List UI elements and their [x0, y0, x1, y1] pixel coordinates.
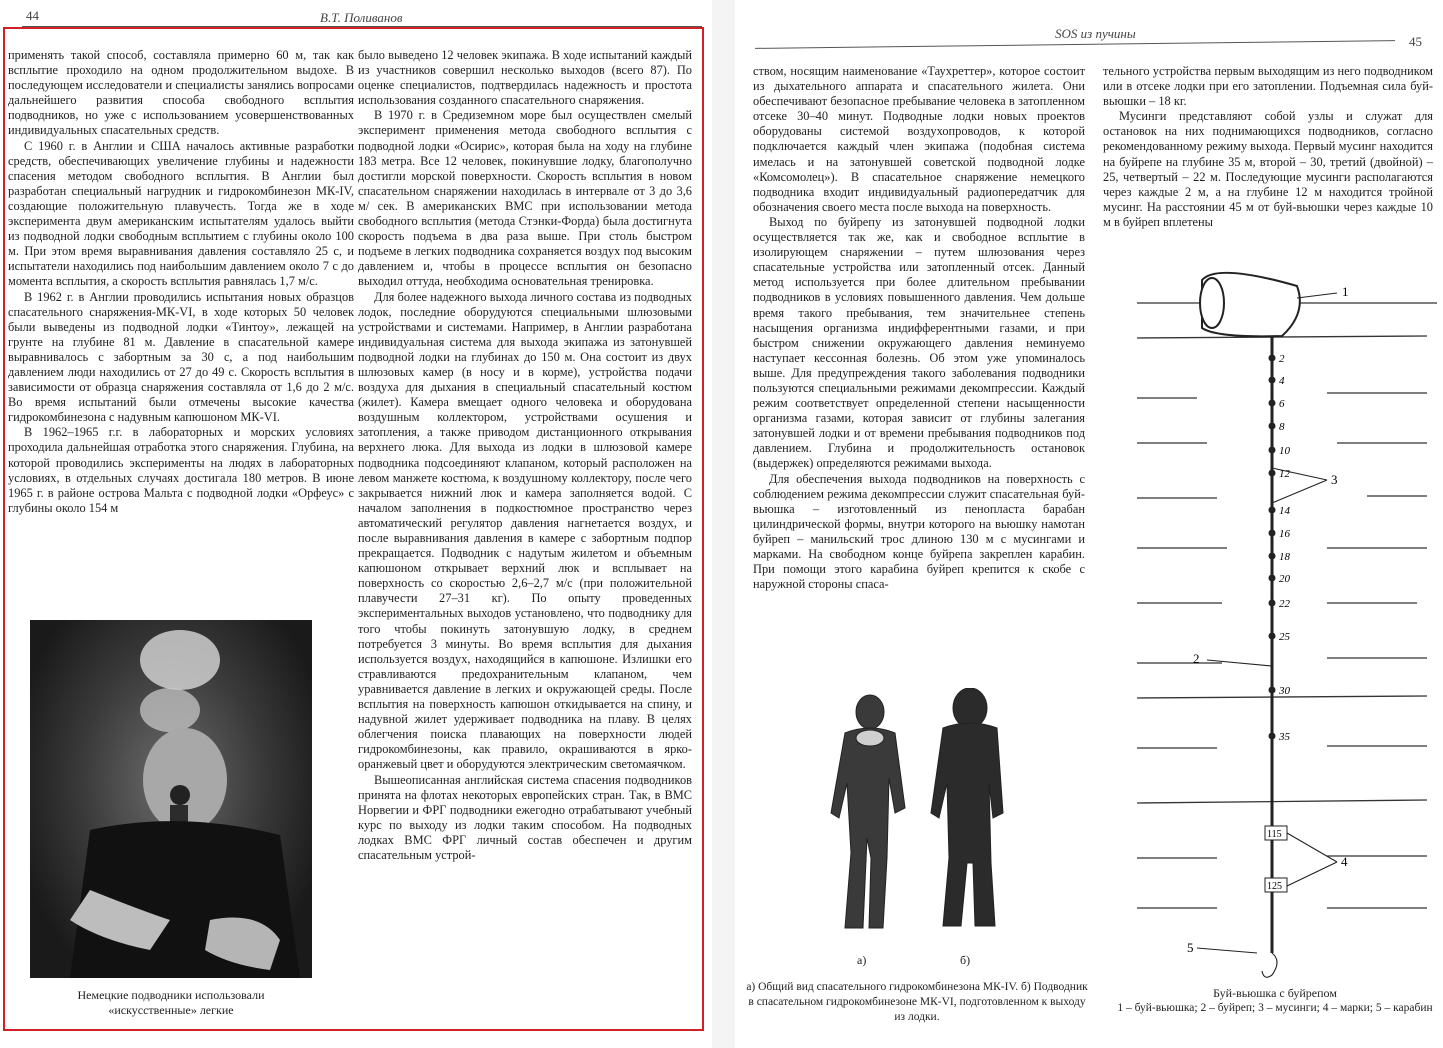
- musing-knot: [1269, 600, 1276, 607]
- depth-label: 12: [1279, 468, 1290, 480]
- depth-label: 30: [1279, 685, 1290, 697]
- paragraph: В 1970 г. в Средиземном море был осуществлен смелый эксперимент применения метода свободного всплытия с подводной лодки «Осирис», которая была на ходу на глубине 183 метра. Все 12 человек, покинувшие лодку, благополучно достигли морской поверхности. Скорость всплытия в новом спасательном снаряжении находилась в интервале от 3 до 3,6 м/ сек. В американских ВМС при использовании метода свободного всплытия (метода Стэнки-Форда) была достигнута скорость подъема в два раза выше. При столь быстром подъеме в легких подводника сохраняется воздух под высоким давлением и, чтобы в процессе всплытия он безопасно выходил оттуда, необходима основательная тренировка.: [358, 108, 692, 289]
- depth-label: 25: [1279, 631, 1290, 643]
- paragraph: Вышеописанная английская система спасения подводников принята на флотах некоторых европейских стран. Так, в ВМС Норвегии и ФРГ подводники ежегодно отрабатывают учебный курс по выходу из лодки таким способом. На подводных лодках ВМС ФРГ личный состав обеспечен и другим спасательным устрой-: [358, 772, 692, 862]
- musing-knot: [1269, 530, 1276, 537]
- paragraph: Для обеспечения выхода подводников на поверхность с соблюдением режима декомпрессии служит спасательная буй-вьюшка – изготовленный из пенопласта барабан цилиндрической формы, внутри которого на вьюшку намотан буйреп – манильский трос длиною 130 м с мусингами и марками. На свободном конце буйрепа закреплен карабин. При помощи этого карабина буйреп крепится к скобе с наружной стороны спаса-: [753, 471, 1085, 592]
- paragraph: В 1962 г. в Англии проводились испытания новых образцов спасательного снаряжения-МК-VI, в ходе которых 50 человек были выведены из подводной лодки «Тинтоу», лежащей на грунте на глубине 81 м. Давление в спасательной камере выравнивалось с забортным за 30 с, а под наибольшим давлением люди находились от 27 до 49 с. Скорость всплытия в зависимости от образца снаряжения составляла от 1,6 до 2 м/с. Во время испытаний были отмечены высокие качества гидрокомбинезона с надувным капюшоном МК-VI.: [8, 289, 354, 425]
- depth-label: 35: [1279, 731, 1290, 743]
- header-rule-left: [22, 26, 702, 27]
- callout-2: 2: [1193, 651, 1200, 666]
- callout-1: 1: [1342, 284, 1349, 299]
- page-number-right: 45: [1409, 34, 1422, 49]
- suit-mk-vi: [931, 688, 1003, 926]
- depth-label: 4: [1279, 375, 1285, 387]
- tag-mark: 125: [1267, 881, 1282, 892]
- suits-caption: а) Общий вид спасательного гидрокомбинезона МК-IV. б) Подводник в спасательном гидрокомбинезоне МК-VI, подготовленном к выходу из лодки.: [746, 981, 1088, 1023]
- musing-knot: [1269, 633, 1276, 640]
- paragraph: применять такой способ, составляла примерно 60 м, так как всплытие проходило на одном продолжительном выдохе. В последующем исследователи и специалисты занялись вопросами дальнейшего развития способа свободного всплытия подводников, но уже с использованием усовершенствованных индивидуальных спасательных средств.: [8, 48, 354, 138]
- depth-label: 8: [1279, 421, 1285, 433]
- paragraph: Выход по буйрепу из затонувшей подводной лодки осуществляется так же, как и свободное всплытие в изолирующем снаряжении – путем шлюзования через спасательные устройства или затопленный отсек. Данный метод используется при более длительном пребывании подводников в условиях повышенного давления. Чем дольше время такого пребывания, тем значительнее степень насыщения организма индифферентными газами, и при быстром снижении окружающего давления неминуемо наступает кессонная болезнь. Об этом уже упоминалось выше. Для предупреждения такого заболевания подводники пользуются специальными режимами декомпрессии. Каждый режим соответствует определенной степени насыщенности организма газами, которая зависит от глубины залегания затонувшей лодки и от времени пребывания подводников под давлением. Глубина и продолжительность остановок (выдержек) определяются режимами выхода.: [753, 214, 1085, 471]
- callout-5: 5: [1187, 940, 1194, 955]
- suit-label-b: б): [960, 953, 971, 967]
- depth-label: 20: [1279, 573, 1290, 585]
- leader-lines: [1197, 293, 1337, 977]
- tag-marks: [1265, 826, 1287, 892]
- callout-3: 3: [1331, 472, 1338, 487]
- musing-knot: [1269, 470, 1276, 477]
- paragraph: Мусинги представляют собой узлы и служат для остановок на них поднимающихся подводников, согласно рекомендованному режиму выхода. Первый мусинг находится на буйрепе на глубине 35 м, второй – 30, третий (двойной) – 25, четвертый – 22 м. Последующие мусинги располагаются через каждые 2 м, а на глубине 12 м находится тройной мусинг. На расстоянии 45 м от буй-вьюшки через каждые 10 м в буйреп вплетены: [1103, 109, 1433, 229]
- depth-label: 18: [1279, 551, 1290, 563]
- diver-photo-image: [30, 620, 312, 978]
- buoy-diagram: [1107, 258, 1443, 983]
- musing-knot: [1269, 377, 1276, 384]
- musing-knot: [1269, 423, 1276, 430]
- buoy-caption-title: Буй-вьюшка с буйрепом: [1213, 986, 1337, 1000]
- right-page: [735, 0, 1443, 1048]
- musing-knot: [1269, 553, 1276, 560]
- right-column-1: [753, 64, 1085, 592]
- diver-photo: [30, 620, 312, 978]
- musing-knot: [1269, 687, 1276, 694]
- callout-4: 4: [1341, 854, 1348, 869]
- musing-knot: [1269, 400, 1276, 407]
- tag-mark: 115: [1267, 829, 1282, 840]
- depth-label: 2: [1279, 353, 1285, 365]
- depth-label: 10: [1279, 445, 1290, 457]
- paragraph: было выведено 12 человек экипажа. В ходе испытаний каждый из участников совершил несколько выходов (всего 87). По оценке специалистов, подтвердилась надежность и простота использования созданного спасательного снаряжения.: [358, 48, 692, 108]
- left-page: [0, 0, 712, 1048]
- book-gutter: [712, 0, 735, 1048]
- musing-knot: [1269, 355, 1276, 362]
- page-number-left: 44: [26, 8, 39, 23]
- musing-knot: [1269, 507, 1276, 514]
- buoy-reel: [1200, 273, 1300, 337]
- running-head-left: В.Т. Поливанов: [320, 10, 403, 25]
- depth-label: 6: [1279, 398, 1285, 410]
- photo-caption: Немецкие подводники использовали «искусственные» легкие: [77, 988, 265, 1017]
- musing-knot: [1269, 733, 1276, 740]
- right-column-2: [1103, 64, 1433, 230]
- depth-label: 14: [1279, 505, 1290, 517]
- suit-label-a: а): [857, 953, 867, 967]
- depth-label: 22: [1279, 598, 1290, 610]
- buoy-caption-legend: 1 – буй-вьюшка; 2 – буйреп; 3 – мусинги; 4 – марки; 5 – карабин: [1117, 1002, 1433, 1014]
- paragraph: Для более надежного выхода личного состава из подводных лодок, последние оборудуются специальными шлюзовыми устройствами и системами. Например, в Англии разработана индивидуальная система для выхода экипажа из затонувшей подводной лодки на глубинах до 150 м. Она состоит из двух шлюзовых камер (в носу и в корме), устройства подачи воздуха для дыхания в специальный спасательный костюм (жилет). Камера вмещает одного человека и оборудована воздушным коллектором, устройствами осушения и затопления, а также приводом дистанционного открывания верхнего люка. Для выхода из лодки в шлюзовой камере подводника подсоединяют клапаном, который расположен на левом манжете костюма, к воздушному коллектору, после чего закрывается нижний люк и камера заполняется водой. С началом заполнения в подкостюмное пространство через автоматический регулятор давления нагнетается воздух, и после выравнивания давления в камере с забортным подпор прекращается. Подводник с надутым жилетом и объемным капюшоном открывает верхний люк и всплывает на поверхность со скоростью 2,6–2,7 м/с (при положительной плавучести 27–31 кг). По опыту проведенных экспериментальных выходов установлено, что подводнику для того чтобы покинуть затонувшую лодку, в среднем потребуется 3 минуты. Во время всплытия для дыхания используется воздух, находящийся в капюшоне. Излишки его стравливаются предохранительным клапаном, чем уравнивается давление в легких и окружающей среды. После всплытия на поверхность капюшон откидывается на спину, и надувной жилет удерживает подводника на плаву. В целях облегчения поиска плавающих на поверхности людей гидрокомбинезоны, как правило, окрашиваются в ярко-оранжевый цвет и оборудуются электрическим светомаячком.: [358, 289, 692, 772]
- survival-suits-figure: [825, 688, 1025, 938]
- running-head-right: SOS из пучины: [1055, 26, 1136, 41]
- depth-label: 16: [1279, 528, 1290, 540]
- suit-mk-iv: [831, 695, 905, 928]
- left-column-2: [358, 48, 692, 863]
- musing-knot: [1269, 575, 1276, 582]
- paragraph: В 1962–1965 г.г. в лабораторных и морских условиях проходила дальнейшая отработка этого снаряжения. Глубина, на которой проводились эксперименты на людях в лабораторных условиях, в отдельных случаях достигала 180 метров. В июне 1965 г. в районе острова Мальта с подводной лодки «Орфеус» с глубины около 154 м: [8, 425, 354, 515]
- left-column-1: [8, 48, 354, 516]
- paragraph: тельного устройства первым выходящим из него подводником или в отсеке лодки при его затоплении. Подъемная сила буй-вьюшки – 18 кг.: [1103, 64, 1433, 109]
- musing-knot: [1269, 447, 1276, 454]
- paragraph: С 1960 г. в Англии и США началось активные разработки средств, обеспечивающих увеличение глубины и надежности спасения методом свободного всплытия. В Англии был разработан специальный нагрудник и гидрокомбинезон МК-IV, создающие положительную плавучесть. Тогда же в ходе эксперимента двум американским испытателям удалось выйти из подводной лодки свободным всплытием с глубины около 100 м. При этом время выравнивания давления составляло 25 с, и испытатели находились под наибольшим давлением около 7 с до момента всплытия, а скорость всплытия равнялась 1,7 м/с.: [8, 138, 354, 289]
- paragraph: ством, носящим наименование «Таухреттер», которое состоит из дыхательного аппарата и спасательного жилета. Они обеспечивают безопасное пребывание человека в затопленном отсеке 30–40 минут. Подводные лодки новых проектов оборудованы системой воздухопроводов, к которой подключается каждый член экипажа (подобная система имелась и на затонувшей советской подводной лодке «Комсомолец»). В спасательное снаряжение немецкого подводника входит индивидуальный радиопередатчик для обозначения своего места после выхода на поверхность.: [753, 64, 1085, 214]
